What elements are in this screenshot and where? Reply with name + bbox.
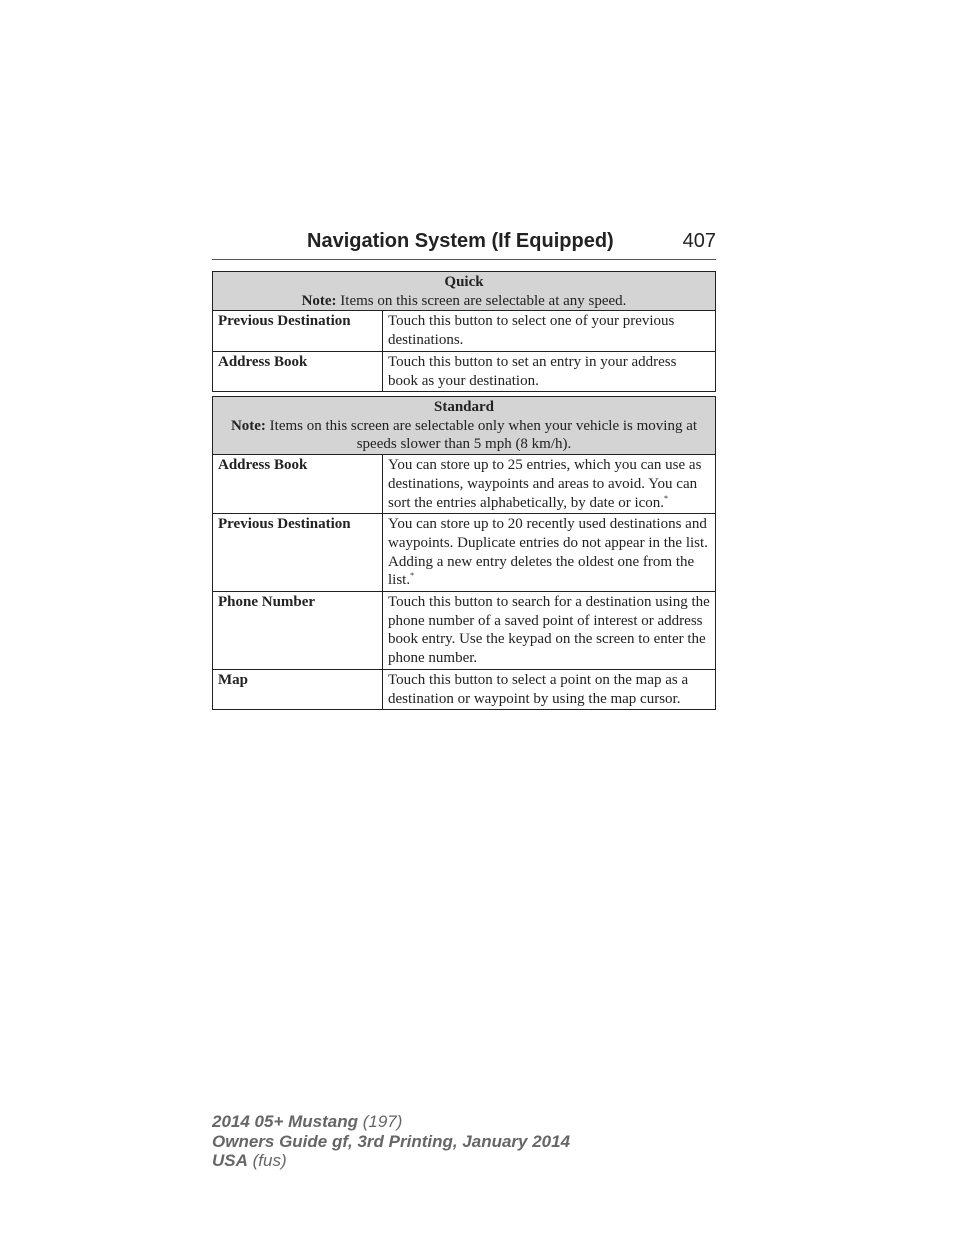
- item-name: Address Book: [213, 351, 383, 391]
- standard-menu-table: [212, 396, 716, 710]
- table-header-row: [213, 272, 716, 311]
- table-row: [213, 455, 716, 514]
- table-row: [213, 514, 716, 592]
- item-description: Touch this button to search for a destination using the phone number of a saved point of interest or address book entry. Use the keypad on the screen to enter the phone number.: [383, 592, 716, 670]
- table-row: [213, 311, 716, 351]
- table-row: [213, 669, 716, 709]
- table-title: Standard: [433, 399, 495, 415]
- footnote-mark: *: [664, 493, 669, 503]
- item-description-cell: [383, 455, 716, 514]
- page-footer: [212, 1112, 570, 1171]
- item-name: Previous Destination: [213, 311, 383, 351]
- market-code: (fus): [247, 1151, 287, 1170]
- section-title: Navigation System (If Equipped): [307, 230, 614, 252]
- table-row: [213, 351, 716, 391]
- note-text: Items on this screen are selectable at any speed.: [336, 292, 627, 309]
- item-description: You can store up to 25 entries, which you can use as destinations, waypoints and areas to avoid. You can sort the entries alphabetically, by date or icon.: [388, 457, 702, 511]
- edition-text: Owners Guide gf, 3rd Printing, January 2014: [212, 1131, 571, 1151]
- item-name: Phone Number: [213, 592, 383, 670]
- footnote-mark: *: [410, 571, 415, 581]
- item-description: Touch this button to set an entry in your address book as your destination.: [383, 351, 716, 391]
- footer-line-model: [212, 1112, 570, 1132]
- footer-line-edition: [212, 1132, 570, 1152]
- note-label: Note:: [230, 417, 266, 434]
- page-header: [212, 229, 716, 260]
- model-name: 2014 05+ Mustang: [212, 1112, 358, 1131]
- market-name: USA: [212, 1151, 248, 1170]
- item-description: Touch this button to select one of your previous destinations.: [383, 311, 716, 351]
- item-name: Address Book: [213, 455, 383, 514]
- item-description: Touch this button to select a point on the map as a destination or waypoint by using the map cursor.: [383, 669, 716, 709]
- item-name: Previous Destination: [213, 514, 383, 592]
- note-label: Note:: [301, 292, 337, 309]
- item-description: You can store up to 20 recently used destinations and waypoints. Duplicate entries do not appear in the list. Adding a new entry deletes the oldest one from the list.: [388, 516, 708, 589]
- model-code: (197): [358, 1112, 403, 1131]
- page-number: 407: [682, 230, 716, 252]
- table-header-row: [213, 397, 716, 455]
- note-text: Items on this screen are selectable only when your vehicle is moving at speeds slower than 5 mph (8 km/h).: [265, 417, 698, 453]
- table-row: [213, 592, 716, 670]
- quick-menu-table: [212, 271, 716, 392]
- item-name: Map: [213, 669, 383, 709]
- table-header-cell: [213, 397, 716, 455]
- table-header-cell: [213, 272, 716, 311]
- footer-line-market: [212, 1151, 570, 1171]
- table-title: Quick: [444, 274, 484, 290]
- item-description-cell: [383, 514, 716, 592]
